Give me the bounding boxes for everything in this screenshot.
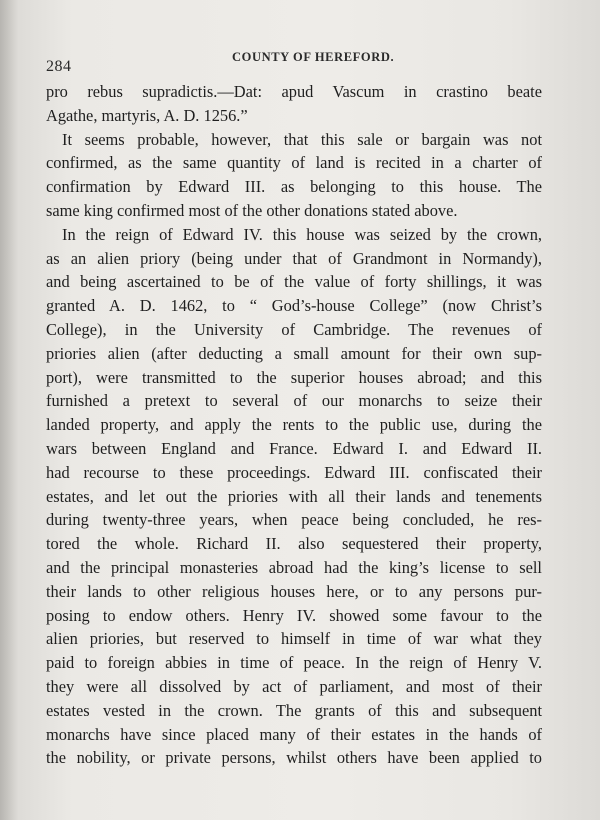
text-line: and being ascertained to be of the value of forty shillings, it was (46, 272, 542, 292)
text-line: same king confirmed most of the other donations stated above. (46, 200, 458, 220)
text-line: estates, and let out the priories with all their lands and tenements (46, 486, 542, 506)
page-header (42, 46, 554, 75)
running-head: COUNTY OF HEREFORD. (232, 50, 395, 64)
text-line: had recourse to these proceedings. Edward III. confiscated their (46, 462, 542, 482)
text-line: and the principal monasteries abroad had the king’s license to sell (46, 557, 542, 577)
text-line: port), were transmitted to the superior houses abroad; and this (46, 367, 542, 387)
text-line: In the reign of Edward IV. this house was seized by the crown, (62, 224, 542, 244)
text-line: as an alien priory (being under that of Grandmont in Normandy), (46, 248, 542, 268)
text-line: their lands to other religious houses here, or to any persons pur- (46, 581, 542, 601)
text-line: College), in the University of Cambridge. The revenues of (46, 319, 542, 339)
body-text (46, 80, 542, 770)
page-number: 284 (46, 58, 72, 75)
text-line: they were all dissolved by act of parliament, and most of their (46, 676, 542, 696)
text-line: alien priories, but reserved to himself in time of war what they (46, 629, 542, 649)
text-line: the nobility, or private persons, whilst others have been applied to (46, 748, 542, 768)
text-line: pro rebus supradictis.—Dat: apud Vascum in crastino beate (46, 82, 542, 101)
gutter-shadow (0, 0, 18, 820)
text-line: It seems probable, however, that this sale or bargain was not (62, 129, 542, 149)
text-line: confirmed, as the same quantity of land is recited in a charter of (46, 153, 542, 173)
text-line: tored the whole. Richard II. also sequestered their property, (46, 534, 542, 554)
text-line: during twenty-three years, when peace being concluded, he res- (46, 510, 542, 530)
text-line: estates vested in the crown. The grants of this and subsequent (46, 700, 542, 720)
text-line: furnished a pretext to several of our monarchs to seize their (46, 391, 542, 411)
text-line: paid to foreign abbies in time of peace. In the reign of Henry V. (46, 653, 542, 673)
text-line: Agathe, martyris, A. D. 1256.” (46, 105, 248, 125)
text-line: landed property, and apply the rents to the public use, during the (46, 415, 542, 435)
text-line: granted A. D. 1462, to “ God’s-house College” (now Christ’s (46, 296, 542, 316)
text-line: monarchs have since placed many of their estates in the hands of (46, 724, 542, 744)
text-line: posing to endow others. Henry IV. showed some favour to the (46, 605, 542, 625)
text-line: confirmation by Edward III. as belonging to this house. The (46, 177, 542, 197)
text-line: wars between England and France. Edward I. and Edward II. (46, 438, 542, 458)
text-line: priories alien (after deducting a small amount for their own sup- (46, 343, 542, 363)
